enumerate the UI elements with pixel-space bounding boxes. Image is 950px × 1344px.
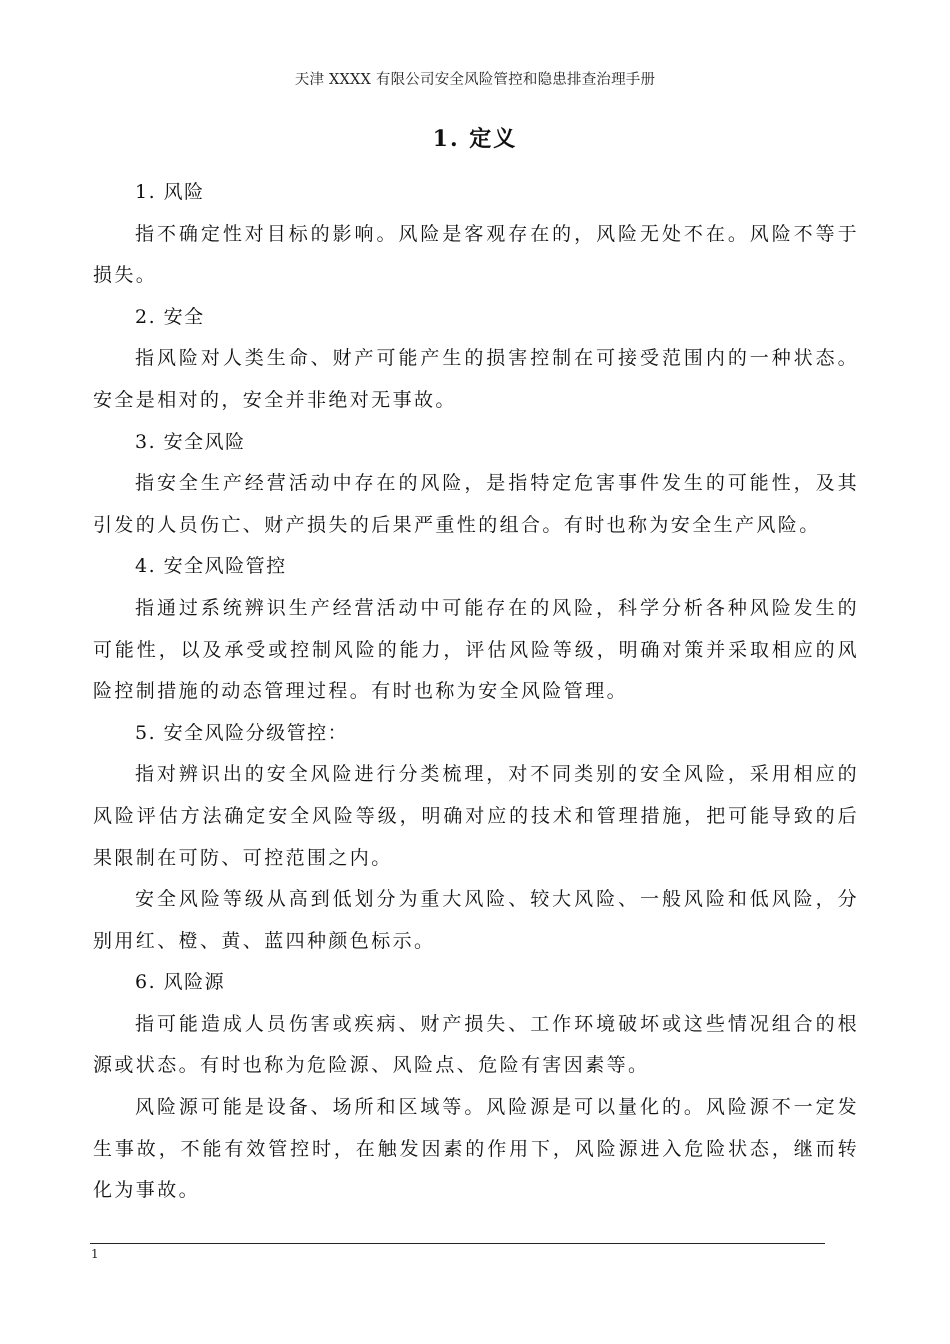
definition-paragraph: 安全风险等级从高到低划分为重大风险、较大风险、一般风险和低风险，分别用红、橙、黄、蓝四种颜色标示。 xyxy=(93,888,859,952)
definition-paragraph: 指不确定性对目标的影响。风险是客观存在的，风险无处不在。风险不等于损失。 xyxy=(93,222,859,287)
document-body xyxy=(93,172,859,1212)
footer-rule xyxy=(90,1243,825,1244)
term-heading: 4. 安全风险管控 xyxy=(135,555,287,578)
definition-paragraph: 指对辨识出的安全风险进行分类梳理，对不同类别的安全风险，采用相应的风险评估方法确定安全风险等级，明确对应的技术和管理措施，把可能导致的后果限制在可防、可控范围之内。 xyxy=(93,763,859,869)
term-heading: 3. 安全风险 xyxy=(135,430,246,453)
definition-paragraph: 指安全生产经营活动中存在的风险，是指特定危害事件发生的可能性，及其引发的人员伤亡、财产损失的后果严重性的组合。有时也称为安全生产风险。 xyxy=(93,472,859,536)
page-header: 天津 XXXX 有限公司安全风险管控和隐患排查治理手册 xyxy=(294,72,656,88)
definition-paragraph: 指可能造成人员伤害或疾病、财产损失、工作环境破坏或这些情况组合的根源或状态。有时也称为危险源、风险点、危险有害因素等。 xyxy=(93,1012,859,1077)
definition-paragraph: 风险源可能是设备、场所和区域等。风险源是可以量化的。风险源不一定发生事故，不能有效管控时，在触发因素的作用下，风险源进入危险状态，继而转化为事故。 xyxy=(93,1096,859,1202)
definition-paragraph: 指通过系统辨识生产经营活动中可能存在的风险，科学分析各种风险发生的可能性，以及承受或控制风险的能力，评估风险等级，明确对策并采取相应的风险控制措施的动态管理过程。有时也称为安全风险管理。 xyxy=(93,596,859,703)
definition-paragraph: 指风险对人类生命、财产可能产生的损害控制在可接受范围内的一种状态。安全是相对的，安全并非绝对无事故。 xyxy=(93,347,859,411)
section-title: 1. 定义 xyxy=(432,126,518,152)
term-heading: 5. 安全风险分级管控： xyxy=(135,721,349,744)
term-heading: 1. 风险 xyxy=(135,181,205,203)
term-heading: 6. 风险源 xyxy=(135,971,226,994)
term-heading: 2. 安全 xyxy=(135,305,205,328)
page-number: 1 xyxy=(91,1247,99,1261)
